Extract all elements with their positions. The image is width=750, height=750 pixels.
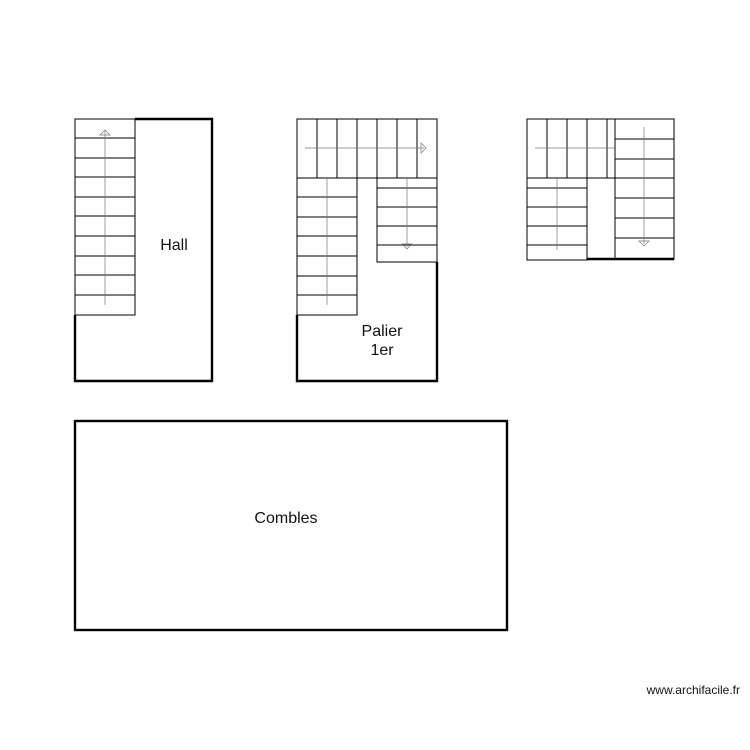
watermark: www.archifacile.fr (646, 683, 740, 697)
room-hall (75, 119, 212, 381)
room-palier (297, 119, 437, 381)
staircase-palier (297, 119, 437, 315)
room-label-palier-line1: Palier (361, 323, 403, 340)
staircase-hall (75, 119, 135, 315)
room-label-combles: Combles (254, 510, 318, 527)
staircase-upper (527, 119, 674, 260)
room-label-palier-line2: 1er (370, 342, 394, 359)
room-label-hall: Hall (160, 237, 188, 254)
room-combles (75, 421, 507, 630)
